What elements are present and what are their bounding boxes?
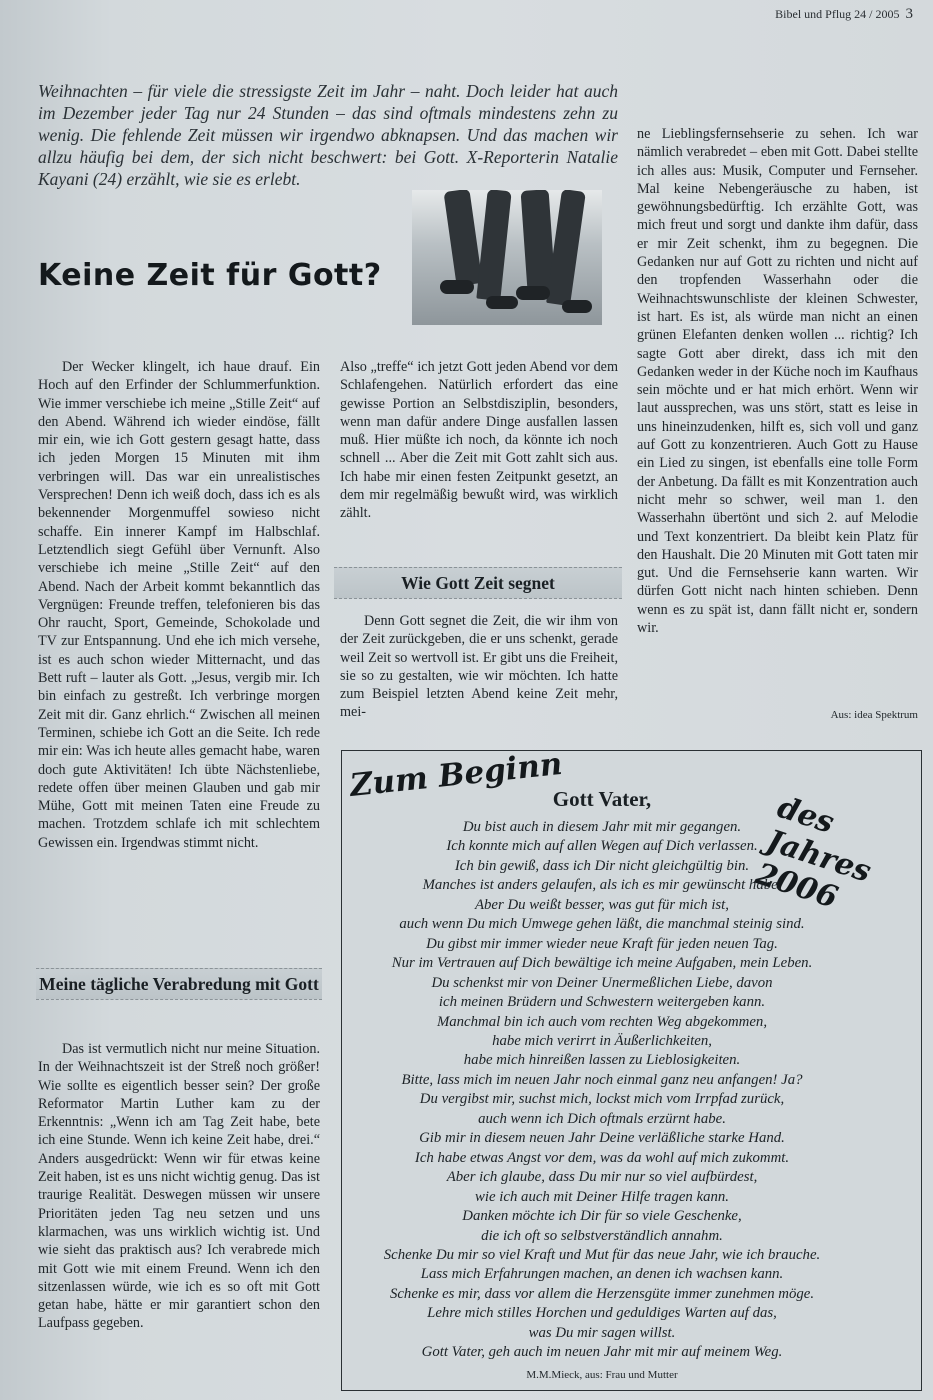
prayer-line: ich meinen Brüdern und Schwestern weitergeben kann. (438, 994, 766, 1011)
prayer-line: Lass mich Erfahrungen machen, an denen ich wachsen kann. (420, 1266, 784, 1283)
prayer-text (341, 818, 863, 1363)
article-source: Aus: idea Spektrum (830, 709, 918, 721)
prayer-line: Du gibst mir immer wieder neue Kraft für jeden neuen Tag. (426, 935, 778, 952)
prayer-line: Manches ist anders gelaufen, als ich es mir gewünscht habe. (422, 877, 782, 894)
prayer-line: habe mich hinreißen lassen zu Lieblosigkeiten. (463, 1052, 741, 1069)
prayer-line: Du bist auch in diesem Jahr mit mir gegangen. (462, 819, 742, 835)
prayer-line: Schenke Du mir so viel Kraft und Mut für das neue Jahr, wie ich brauche. (383, 1246, 821, 1263)
prayer-line: Danken möchte ich Dir für so viele Geschenke, (462, 1208, 742, 1225)
running-head (775, 6, 913, 23)
prayer-line: die ich oft so selbstverständlich annahm. (481, 1227, 723, 1244)
prayer-line: Ich bin gewiß, dass ich Dir nicht gleichgültig bin. (454, 857, 750, 874)
article-paragraph: ne Lieblingsfernsehserie zu sehen. Ich war nämlich verabredet – eben mit Gott. Dabei stellte ich alles aus: Musik, Computer und Fernseher. Mal keine Nebengeräusche zu haben, ist gewöhnungsbedürftig. Ich erzählte Gott, was mich freut und sorgt und dankte ihm dafür, dass er mir Zeit schenkt, ihm zu begegnen. Die Gedanken nur auf Gott zu richten und nicht auf den tropfenden Wasserhahn oder die Weihnachtswunschliste der kleinen Schwester, ist hart. Es ist, als würde man nicht an einen grünen Elefanten denken wollen ... richtig? Ich sagte Gott aber direkt, dass ich mit den Gedanken weder in der Küche noch im Kaufhaus sein möchte und er hat mich erhört. Wenn wir laut aussprechen, was uns stört, statt es leise in uns hineinzudenken, hilft es, sich voll und ganz auf Gott zu konzentrieren. Auch Gott zu Hause ein Lied zu singen, ist ebenfalls eine tolle Form der Anbetung. Da fällt es mit Konzentration auch nicht mehr so schwer, weil man 1. den Wasserhahn übertönt und sich 2. auf Melodie und Text konzentriert. Da bleibt kein Platz für den Haushalt. Die 20 Minuten mit Gott taten mir gut. Und die Fernsehserie kann warten. Wir dürfen Gott nicht nach hinten schieben. Denn wenn es zu spät ist, dann fällt nicht er, sondern wir. (637, 126, 918, 637)
article-column-1 (38, 358, 320, 852)
publication-info: Bibel und Pflug 24 / 2005 (775, 7, 900, 21)
prayer-line: Gib mir in diesem neuen Jahr Deine verläßliche starke Hand. (419, 1130, 785, 1147)
prayer-title-end: des Jahres 2006 (751, 790, 876, 916)
article-column-2-continued (340, 612, 618, 722)
prayer-line: habe mich verirrt in Äußerlichkeiten, (492, 1032, 712, 1049)
prayer-title-start: Zum Beginn (348, 745, 565, 804)
prayer-line: Du vergibst mir, suchst mich, lockst mich vom Irrpfad zurück, (419, 1091, 785, 1108)
prayer-line: Bitte, lass mich im neuen Jahr noch einmal ganz neu anfangen! Ja? (401, 1071, 803, 1088)
walking-legs-photo (412, 190, 602, 325)
intro-teaser: Weihnachten – für viele die stressigste Zeit im Jahr – naht. Doch leider hat auch im Dezember jeder Tag nur 24 Stunden – das sind oftmals mindestens zehn zu wenig. Die fehlende Zeit müssen wir irgendwo abknapsen. Und das machen wir allzu häufig bei dem, der sich nicht beschwert: bei Gott. X-Reporterin Natalie Kayani (24) erzählt, wie sie es erlebt. (38, 81, 618, 189)
prayer-line: Gott Vater, geh auch im neuen Jahr mit mir auf meinem Weg. (421, 1344, 783, 1361)
article-headline: Keine Zeit für Gott? (38, 258, 382, 293)
prayer-line: Manchmal bin ich auch vom rechten Weg abgekommen, (436, 1013, 768, 1030)
prayer-source: M.M.Mieck, aus: Frau und Mutter (526, 1369, 678, 1381)
article-column-3 (637, 125, 918, 637)
subheading-god-blesses-time: Wie Gott Zeit segnet (334, 567, 622, 599)
prayer-line: Aber Du weißt besser, was gut für mich ist, (474, 896, 729, 913)
article-paragraph: Denn Gott segnet die Zeit, die wir ihm von der Zeit zurückgeben, die er uns schenkt, gerade weil Zeit so wertvoll ist. Er gibt uns die Freiheit, sie so zu gestalten, wie wir möchten. Ich hatte zum Beispiel letzten Abend keine Zeit mehr, mei- (340, 613, 618, 721)
article-column-2 (340, 358, 618, 523)
article-column-1-continued (38, 1040, 320, 1333)
subheading-daily-appointment: Meine tägliche Verabredung mit Gott (36, 968, 322, 1000)
prayer-line: Aber ich glaube, dass Du mir nur so viel aufbürdest, (446, 1169, 758, 1186)
article-paragraph: Also „treffe“ ich jetzt Gott jeden Abend vor dem Schlafengehen. Natürlich erfordert das eine gewisse Portion an Selbstdisziplin, besonders, wenn man dafür andere Dinge ausfallen lassen muß. Hier müßte ich noch, da könnte ich noch schnell ... Aber die Zeit mit Gott zahlt sich aus. Ich habe mir einen festen Zeitpunkt gesetzt, an dem mir regelmäßig bewußt wird, was wirklich zählt. (340, 359, 618, 522)
article-paragraph: Das ist vermutlich nicht nur meine Situation. In der Weihnachtszeit ist der Streß noch größer! Wie sollte es eigentlich besser sein? Der große Reformator Martin Luther kam zu der Erkenntnis: „Wenn ich am Tag Zeit habe, bete ich eine Stunde. Wenn ich keine Zeit habe, drei.“ Anders ausgedrückt: Wenn wir für etwas keine Zeit haben, ist es uns nicht wichtig genug. Das ist traurige Realität. Deswegen müssen wir unsere Prioritäten jeden Tag neu setzen und uns klarmachen, was uns wirklich wichtig ist. Und wie sieht das praktisch aus? Ich verabrede mich mit Gott wie mit einem Freund. Wenn ich den sitzenlassen würde, wie ich es so oft mit Gott getan habe, hätte er mir garantiert schon den Laufpass gegeben. (38, 1041, 320, 1332)
prayer-line: Ich konnte mich auf allen Wegen auf Dich verlassen. (446, 838, 758, 855)
prayer-line: auch wenn Du mich Umwege gehen läßt, die manchmal steinig sind. (399, 916, 805, 933)
prayer-line: auch wenn ich Dich oftmals erzürnt habe. (478, 1110, 726, 1127)
article-paragraph: Der Wecker klingelt, ich haue drauf. Ein Hoch auf den Erfinder der Schlummerfunktion. Wie immer verschiebe ich meine „Stille Zeit“ auf den Abend. Während ich wieder eindöse, fällt mir ein, wie ich Gott gestern gesagt hatte, dass ich jeden Morgen 15 Minuten mit ihm verbringen will. Das war ein unrealistisches Versprechen! Denn ich weiß doch, dass ich es als bekennender Morgenmuffel sowieso nicht schaffe. Ein innerer Kampf im Halbschlaf. Letztendlich siegt Gefühl über Vernunft. Also verschiebe ich meine „Stille Zeit“ auf den Abend. Nach der Arbeit kommt bekanntlich das Vergnügen: Freunde treffen, telefonieren bis das Ohr raucht, Sport, Gemeinde, Schokolade und TV zur Entspannung. Und ehe ich mich versehe, ist es auch schon wieder Mitternacht, und das Bett ruft – lauter als Gott. „Jesus, vergib mir. Ich bin einfach zu gestreßt. Ich verbringe morgen Zeit mit dir. Ganz ehrlich.“ Zwischen all meinen Terminen, schiebe ich Gott an die Seite. Ich rede mir ein: Was ich heute alles gemacht habe, waren doch gute Aktivitäten! Ich übte Nächstenliebe, redete offen über meinen Glauben und gab mir Mühe, Gott mit meinen Taten eine Freude zu machen. Trotzdem schlafe ich mit schlechtem Gewissen ein. Irgendwas stimmt nicht. (38, 359, 320, 851)
page-number: 3 (905, 6, 913, 22)
prayer-line: Ich habe etwas Angst vor dem, was da wohl auf mich zukommt. (414, 1149, 790, 1166)
prayer-line: wie ich auch mit Deiner Hilfe tragen kann. (475, 1188, 729, 1205)
prayer-heading: Gott Vater, (552, 787, 652, 811)
prayer-line: Du schenkst mir von Deiner Unermeßlichen Liebe, davon (431, 974, 773, 991)
prayer-line: was Du mir sagen willst. (528, 1324, 676, 1341)
prayer-line: Lehre mich stilles Horchen und geduldiges Warten auf das, (427, 1305, 777, 1322)
prayer-line: Nur im Vertrauen auf Dich bewältige ich meine Aufgaben, mein Leben. (391, 955, 813, 972)
prayer-line: Schenke es mir, dass vor allem die Herzensgüte immer zunehmen möge. (389, 1285, 815, 1302)
